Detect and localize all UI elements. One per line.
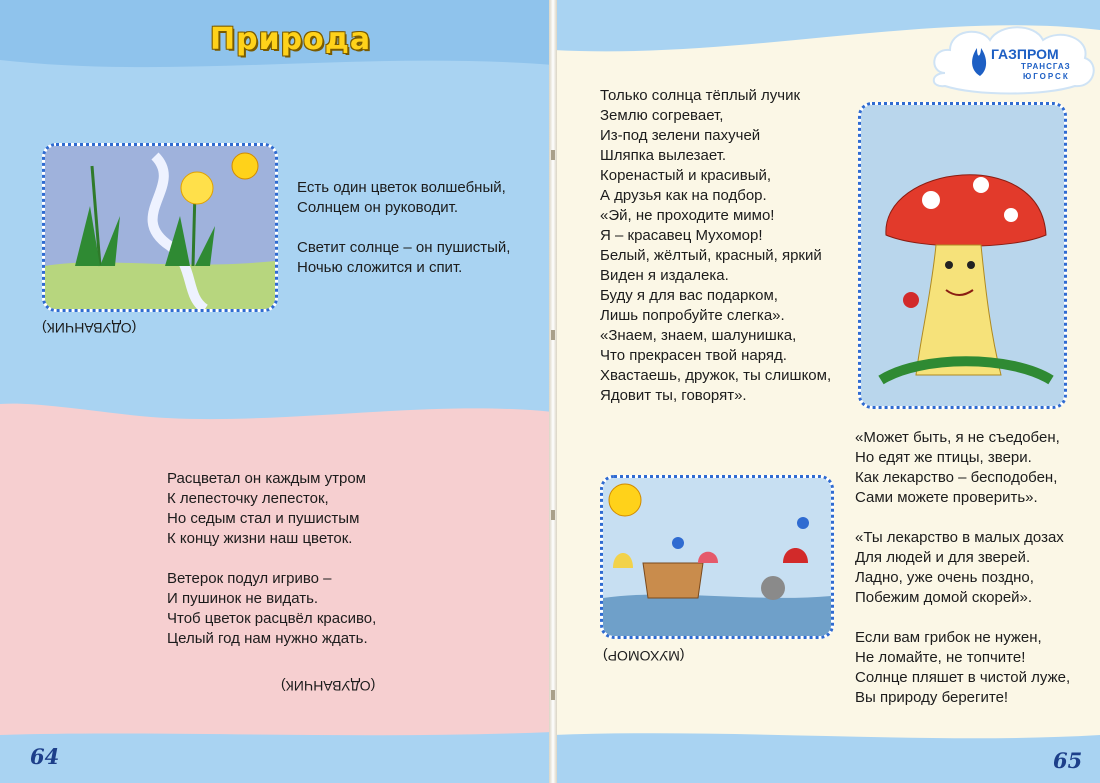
right-page — [553, 0, 1100, 783]
page-number-right: 65 — [1053, 748, 1083, 773]
fly-agaric-illustration — [858, 102, 1067, 409]
poem-mushroom-top: Только солнца тёплый лучик Землю согревает, Из-под зелени пахучей Шляпка вылезает. Коренастый и красивый, А друзья как на подбор. «Эй, не проходите мимо! Я – красавец Мухомор! Белый, жёлтый, красный, яркий Виден я издалека. Буду я для вас подарком, Лишь попробуйте слегка». «Знаем, знаем, шалунишка, Что прекрасен твой наряд. Хвастаешь, дружок, ты слишком, Ядовит ты, говорят». — [600, 87, 832, 404]
poem-dandelion-bottom: Расцветал он каждым утром К лепесточку лепесток, Но седым стал и пушистым К концу жизни наш цветок. Ветерок подул игриво – И пушинок не видать. Чтоб цветок расцвёл красиво, Целый год нам нужно ждать. — [167, 470, 377, 647]
spine-stitch — [551, 330, 555, 340]
poem-dandelion-top: Есть один цветок волшебный, Солнцем он руководит. Светит солнце – он пушистый, Ночью сложится и спит. — [297, 179, 511, 276]
caption-mushroom: (МУХОМОР) — [603, 648, 685, 664]
mushroom-scene-illustration — [600, 475, 834, 639]
spine-stitch — [551, 690, 555, 700]
spine-stitch — [551, 150, 555, 160]
book-spine — [549, 0, 557, 783]
logo-brand: ГАЗПРОМ — [991, 46, 1059, 62]
section-title: Природа — [210, 22, 372, 57]
caption-dandelion-top: (ОДУВАНЧИК) — [42, 320, 137, 336]
logo-sub2: ЮГОРСК — [1023, 72, 1070, 81]
dandelion-illustration — [42, 143, 278, 312]
spine-stitch — [551, 510, 555, 520]
gazprom-logo — [925, 18, 1097, 98]
poem-mushroom-bottom: «Может быть, я не съедобен, Но едят же птицы, звери. Как лекарство – бесподобен, Сами можете проверить». «Ты лекарство в малых дозах Для людей и для зверей. Ладно, уже очень поздно, Побежим домой скорей». Если вам грибок не нужен, Не ломайте, не топчите! Солнце пляшет в чистой луже, Вы природу берегите! — [855, 429, 1071, 706]
logo-sub1: ТРАНСГАЗ — [1021, 62, 1071, 71]
caption-dandelion-bottom: (ОДУВАНЧИК) — [281, 678, 376, 694]
page-number-left: 64 — [30, 744, 60, 769]
